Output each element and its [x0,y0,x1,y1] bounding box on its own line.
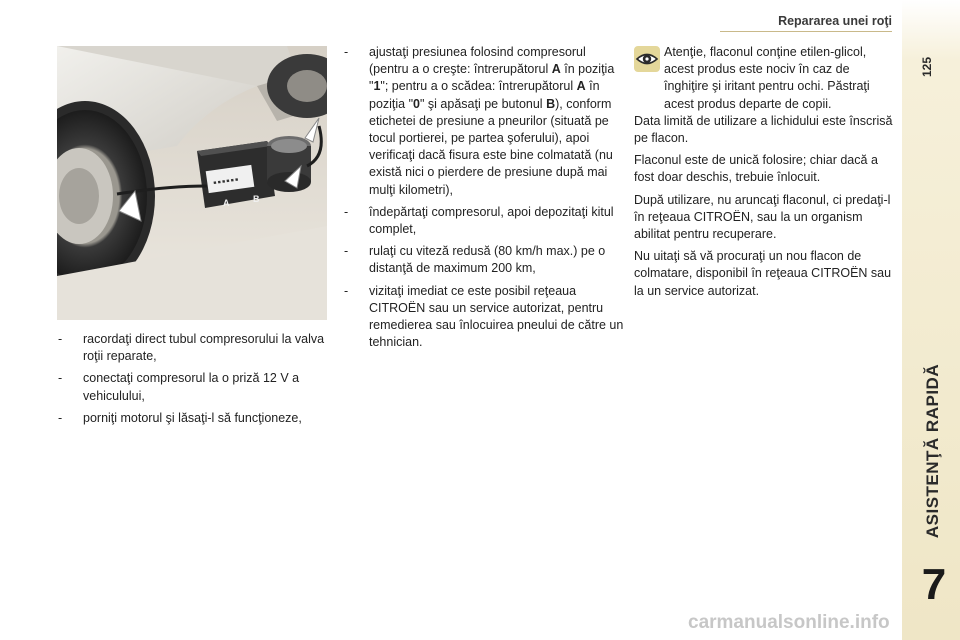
list-dash: - [58,371,63,386]
list-dash: - [344,283,349,298]
list-dash: - [58,410,63,425]
text-run: ), conform etichetei de presiune a pneurilor (situată pe tocul portierei, pe partea şoferului), apoi verificaţi dacă fisura este bine colmatată (nu există nici o pierdere de presiune după mai mulţi kilometri), [369,96,613,197]
text-run: "; pentru a o scădea: întrerupătorul [380,79,577,94]
list-item-text: vizitaţi imediat ce este posibil reţeaua CITROËN sau un service autorizat, pentru remedierea sau înlocuirea pneului de către un tehnician. [369,283,624,350]
chapter-number: 7 [921,560,947,609]
list-item [58,331,328,365]
list-item-text: îndepărtaţi compresorul, apoi depozitaţi kitul complet, [369,204,614,237]
eye-warning-icon [634,46,660,72]
text-run: în poziţia " [369,62,615,94]
page-header-title: Repararea unei roţi [778,14,892,28]
compressor-illustration [57,46,327,320]
list-dash: - [58,332,63,346]
list-item [344,204,624,238]
section-title: ASISTENŢĂ RAPIDĂ [923,363,942,539]
paragraph: Flaconul este de unică folosire; chiar dacă a fost doar deschis, trebuie înlocuit. [634,153,878,185]
list-item-text: porniţi motorul şi lăsaţi-l să funcţioneze, [83,410,302,425]
list-dash: - [344,45,349,59]
list-item-text [369,44,624,199]
position-0-label: 0 [413,96,420,111]
warning-text: Atenţie, flaconul conţine etilen-glicol, acest produs este nociv în caz de înghiţire şi iritant pentru ochi. Păstraţi acest produs departe de copii. [664,45,870,111]
watermark: carmanualsonline.info [688,612,890,633]
switch-a-label: A [576,79,586,94]
svg-text:■ ■ ■ ■ ■ ■: ■ ■ ■ ■ ■ ■ [213,176,239,187]
position-1-label: 1 [373,79,381,94]
compressor-photo-svg [57,46,327,320]
list-item [58,370,328,404]
list-item-text: rulaţi cu viteză redusă (80 km/h max.) pe o distanţă de maximum 200 km, [369,244,606,276]
switch-a-label: A [551,62,561,77]
list-item [344,44,624,199]
page-number: 125 [920,56,934,78]
photo-label-a: A [223,198,230,208]
list-dash: - [344,244,349,259]
paragraph: Data limită de utilizare a lichidului este înscrisă pe flacon. [634,113,893,146]
list-item [344,243,624,277]
list-dash: - [344,204,349,219]
list-item [344,283,624,352]
text-run: ajustaţi presiunea folosind compresorul (pentru a o creşte: întrerupătorul [369,45,586,77]
list-item-text: conectaţi compresorul la o priză 12 V a vehiculului, [83,371,300,403]
photo-label-b: B [253,194,260,204]
header-divider [720,31,892,32]
paragraph: După utilizare, nu aruncaţi flaconul, ci predaţi-l în reţeaua CITROËN, sau la un organism abilitat pentru recuperare. [634,192,891,242]
list-item-text: racordaţi direct tubul compresorului la valva roţii reparate, [83,332,325,364]
text-run: în poziţia " [369,79,600,111]
right-column [634,44,894,305]
warning-notice [634,44,894,113]
list-item [58,410,328,427]
button-b-label: B [546,96,556,111]
text-run: " şi apăsaţi pe butonul [420,96,547,111]
middle-column [344,44,624,356]
left-column [58,331,328,432]
paragraph: Nu uitaţi să vă procuraţi un nou flacon de colmatare, disponibil în reţeaua CITROËN sau la un service autorizat. [634,249,892,298]
